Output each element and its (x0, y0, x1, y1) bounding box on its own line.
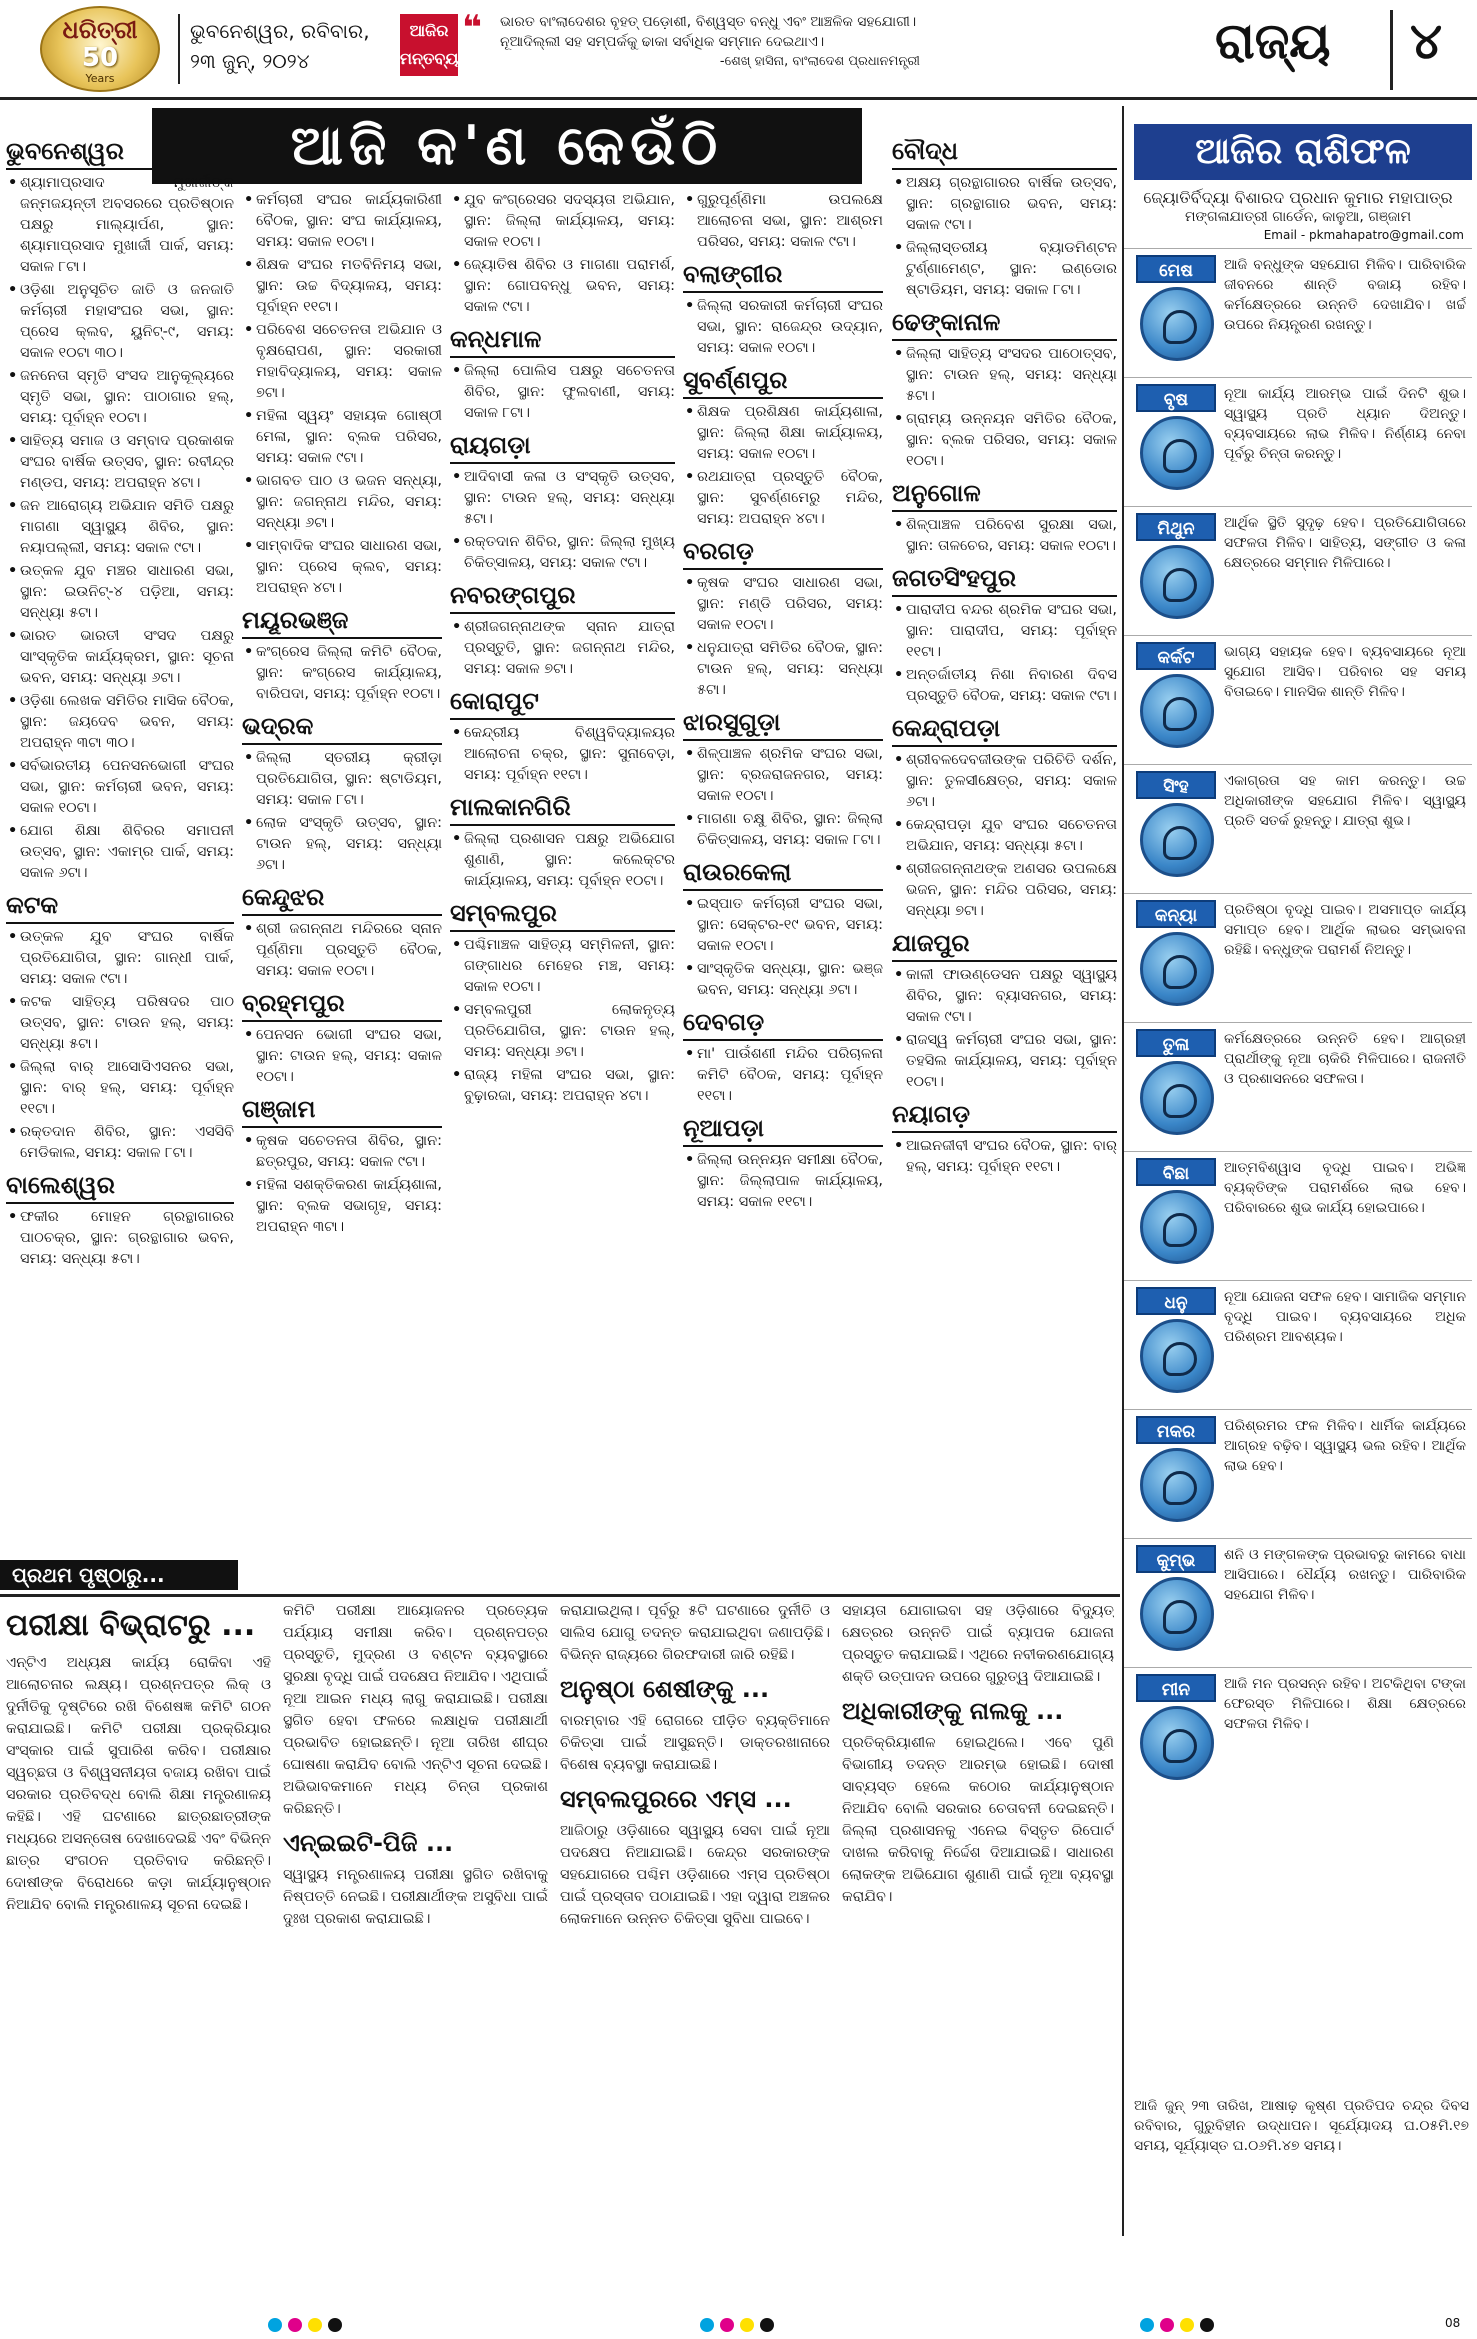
event-item: • ରାଜସ୍ୱ କର୍ମଚାରୀ ସଂଘର ସଭା, ସ୍ଥାନ: ତହସିଲ କାର୍ଯ୍ୟାଳୟ, ସମୟ: ପୂର୍ବାହ୍ନ ୧୦ଟା। (892, 1030, 1117, 1093)
event-item: • ମହିଳା ସଶକ୍ତିକରଣ କାର୍ଯ୍ୟଶାଳା, ସ୍ଥାନ: ବ୍ଲକ ସଭାଗୃହ, ସମୟ: ଅପରାହ୍ନ ୩ଟା। (242, 1175, 442, 1238)
zodiac-name: ବୃଷ (1136, 384, 1216, 412)
city-heading: ଦେବଗଡ଼ (683, 1005, 883, 1041)
event-item: • ମହିଳା ସ୍ୱୟଂ ସହାୟକ ଗୋଷ୍ଠୀ ମେଳା, ସ୍ଥାନ: ବ୍ଲକ ପରିସର, ସମୟ: ସକାଳ ୯ଟା। (242, 406, 442, 469)
zodiac-sign (1124, 248, 1472, 373)
zodiac-name: ବିଛା (1136, 1158, 1216, 1186)
event-item: • ଶିଳ୍ପାଞ୍ଚଳ ଶ୍ରମିକ ସଂଘର ସଭା, ସ୍ଥାନ: ବ୍ରଜରାଜନଗର, ସମୟ: ସକାଳ ୧୦ଟା। (683, 744, 883, 807)
zodiac-symbol-icon (1140, 1190, 1214, 1264)
zodiac-sign (1124, 1409, 1472, 1534)
article-column-2 (283, 1600, 548, 2300)
astrologer-address: ମଙ୍ଗଳାଯାତ୍ରୀ ଗାର୍ଡେନ, କାଳୁଆ, ଗଞ୍ଜାମ (1184, 209, 1412, 225)
article-body: ସ୍ୱାସ୍ଥ୍ୟ ମନ୍ତ୍ରଣାଳୟ ପରୀକ୍ଷା ସ୍ଥଗିତ ରଖିବାକୁ ନିଷ୍ପତ୍ତି ନେଇଛି। ପରୀକ୍ଷାର୍ଥୀଙ୍କ ଅସୁବିଧା ପାଇଁ ଦୁଃଖ ପ୍ରକାଶ କରାଯାଇଛି। (283, 1867, 548, 1927)
article-body: ଏନ୍‌ଟିଏ ଅଧ୍ୟକ୍ଷ କାର୍ଯ୍ୟ ରୋକିବା ଏହି ଆଲୋଚନାର ଲକ୍ଷ୍ୟ। ପ୍ରଶ୍ନପତ୍ର ଲିକ୍‌ ଓ ଦୁର୍ନୀତିକୁ ଦୃଷ୍ଟିରେ ରଖି ବିଶେଷଜ୍ଞ କମିଟି ଗଠନ କରାଯାଇଛି। କମିଟି ପରୀକ୍ଷା ପ୍ରକ୍ରିୟାର ସଂସ୍କାର ପାଇଁ ସୁପାରିଶ କରିବ। ପରୀକ୍ଷାର ସ୍ୱଚ୍ଛତା ଓ ବିଶ୍ୱସନୀୟତା ବଜାୟ ରଖିବା ପାଇଁ ସରକାର ପ୍ରତିବଦ୍ଧ ବୋଲି ଶିକ୍ଷା ମନ୍ତ୍ରଣାଳୟ କହିଛି। ଏହି ଘଟଣାରେ ଛାତ୍ରଛାତ୍ରୀଙ୍କ ମଧ୍ୟରେ ଅସନ୍ତୋଷ ଦେଖାଦେଇଛି ଏବଂ ବିଭିନ୍ନ ଛାତ୍ର ସଂଗଠନ ପ୍ରତିବାଦ କରିଛନ୍ତି। ଦୋଷୀଙ୍କ ବିରୋଧରେ କଡ଼ା କାର୍ଯ୍ୟାନୁଷ୍ଠାନ ନିଆଯିବ ବୋଲି ମନ୍ତ୍ରଣାଳୟ ସୂଚନା ଦେଇଛି। (6, 1655, 271, 1913)
event-item: • ଶ୍ରୀବଳଦେବଜୀଉଙ୍କ ପରିଚିତି ଦର୍ଶନ, ସ୍ଥାନ: ତୁଳସୀକ୍ଷେତ୍ର, ସମୟ: ସକାଳ ୬ଟା। (892, 750, 1117, 813)
quote-badge (400, 14, 458, 76)
event-item: • ମା' ପାଉଁଶଣୀ ମନ୍ଦିର ପରିଚାଳନା କମିଟି ବୈଠକ, ସମୟ: ପୂର୍ବାହ୍ନ ୧୧ଟା। (683, 1044, 883, 1107)
registration-dot (328, 2318, 342, 2332)
article-body: ବାରମ୍ବାର ଏହି ରୋଗରେ ପୀଡ଼ିତ ବ୍ୟକ୍ତିମାନେ ଚିକିତ୍ସା ପାଇଁ ଆସୁଛନ୍ତି। ଡାକ୍ତରଖାନାରେ ବିଶେଷ ବ୍ୟବସ୍ଥା କରାଯାଇଛି। (560, 1713, 830, 1773)
event-item: • ଶ୍ୟାମାପ୍ରସାଦ ମୁଖାର୍ଜୀଙ୍କ ଜନ୍ମଜୟନ୍ତୀ ଅବସରରେ ପ୍ରତିଷ୍ଠାନ ପକ୍ଷରୁ ମାଲ୍ୟାର୍ପଣ, ସ୍ଥାନ: ଶ୍ୟାମାପ୍ରସାଦ ମୁଖାର୍ଜୀ ପାର୍କ, ସମୟ: ସକାଳ ୮ଟା। (6, 173, 234, 278)
event-item: • ସର୍ବଭାରତୀୟ ପେନସନଭୋଗୀ ସଂଘର ସଭା, ସ୍ଥାନ: କର୍ମଚାରୀ ଭବନ, ସମୟ: ସକାଳ ୧୦ଟା। (6, 756, 234, 819)
divider (178, 14, 180, 84)
event-item: • ଓଡ଼ିଶା ଲେଖକ ସମିତିର ମାସିକ ବୈଠକ, ସ୍ଥାନ: ଜୟଦେବ ଭବନ, ସମୟ: ଅପରାହ୍ନ ୩ଟା ୩୦। (6, 691, 234, 754)
article-column-1 (6, 1600, 271, 2300)
city-heading: ଭୁବନେଶ୍ୱର (6, 134, 234, 170)
zodiac-prediction: କର୍ମକ୍ଷେତ୍ରରେ ଉନ୍ନତି ହେବ। ଆଗ୍ରହୀ ପ୍ରାର୍ଥୀଙ୍କୁ ନୂଆ ଚାକିରି ମିଳିପାରେ। ରାଜନୀତି ଓ ପ୍ରଶାସନରେ ସଫଳତା। (1224, 1031, 1466, 1087)
registration-dot (1200, 2318, 1214, 2332)
event-item: • କାଳୀ ଫାଉଣ୍ଡେସନ ପକ୍ଷରୁ ସ୍ୱାସ୍ଥ୍ୟ ଶିବିର, ସ୍ଥାନ: ବ୍ୟାସନଗର, ସମୟ: ସକାଳ ୯ଟା। (892, 965, 1117, 1028)
event-item: • ଫକୀର ମୋହନ ଗ୍ରନ୍ଥାଗାରର ପାଠଚକ୍ର, ସ୍ଥାନ: ଗ୍ରନ୍ଥାଗାର ଭବନ, ସମୟ: ସନ୍ଧ୍ୟା ୫ଟା। (6, 1207, 234, 1270)
registration-dot (1180, 2318, 1194, 2332)
zodiac-prediction: ଶନି ଓ ମଙ୍ଗଳଙ୍କ ପ୍ରଭାବରୁ କାମରେ ବାଧା ଆସିପାରେ। ଧୈର୍ଯ୍ୟ ରଖନ୍ତୁ। ପାରିବାରିକ ସହଯୋଗ ମିଳିବ। (1224, 1547, 1466, 1603)
event-item: • ଆଇନଜୀବୀ ସଂଘର ବୈଠକ, ସ୍ଥାନ: ବାର୍‌ ହଲ୍‌, ସମୟ: ପୂର୍ବାହ୍ନ ୧୧ଟା। (892, 1136, 1117, 1178)
masthead (0, 0, 1477, 100)
event-item: • ଶିଳ୍ପାଞ୍ଚଳ ପରିବେଶ ସୁରକ୍ଷା ସଭା, ସ୍ଥାନ: ତାଳଚେର, ସମୟ: ସକାଳ ୧୦ଟା। (892, 515, 1117, 557)
city-heading: ରାଉରକେଲା (683, 855, 883, 891)
event-item: • ଜନ ଆରୋଗ୍ୟ ଅଭିଯାନ ସମିତି ପକ୍ଷରୁ ମାଗଣା ସ୍ୱାସ୍ଥ୍ୟ ଶିବିର, ସ୍ଥାନ: ନୟାପଲ୍ଲୀ, ସମୟ: ସକାଳ ୯ଟା। (6, 496, 234, 559)
article-subhead: ଅନୁଷ୍ଠା ଶେଷୀଙ୍କୁ ... (560, 1675, 770, 1703)
event-item: • ଜିଲ୍ଲା ପ୍ରଶାସନ ପକ୍ଷରୁ ଅଭିଯୋଗ ଶୁଣାଣି, ସ୍ଥାନ: କଲେକ୍ଟର କାର୍ଯ୍ୟାଳୟ, ସମୟ: ପୂର୍ବାହ୍ନ ୧୦ଟା। (450, 829, 675, 892)
zodiac-sign (1124, 1667, 1472, 1792)
event-item: • କଂଗ୍ରେସ ଜିଲ୍ଲା କମିଟି ବୈଠକ, ସ୍ଥାନ: କଂଗ୍ରେସ କାର୍ଯ୍ୟାଳୟ, ବାରିପଦା, ସମୟ: ପୂର୍ବାହ୍ନ ୧୦ଟା। (242, 642, 442, 705)
event-item: • କଟକ ସାହିତ୍ୟ ପରିଷଦର ପାଠ ଉତ୍ସବ, ସ୍ଥାନ: ଟାଉନ ହଲ୍‌, ସମୟ: ସନ୍ଧ୍ୟା ୫ଟା। (6, 992, 234, 1055)
article-subhead: ଅଧିକାରୀଙ୍କୁ ନାଲକୁ ... (842, 1697, 1064, 1725)
city-heading: ସମ୍ବଲପୁର (450, 896, 675, 932)
events-column-5 (892, 130, 1117, 1550)
city-heading: କୋରାପୁଟ (450, 684, 675, 720)
events-column-1 (6, 130, 234, 1550)
event-item: • ଯୋଗ ଶିକ୍ଷା ଶିବିରର ସମାପନୀ ଉତ୍ସବ, ସ୍ଥାନ: ଏକାମ୍ର ପାର୍କ, ସମୟ: ସକାଳ ୬ଟା। (6, 821, 234, 884)
zodiac-symbol-icon (1140, 932, 1214, 1006)
divider (1390, 10, 1393, 90)
zodiac-name: ସିଂହ (1136, 771, 1216, 799)
registration-dot (1140, 2318, 1154, 2332)
city-heading: କେନ୍ଦ୍ରାପଡ଼ା (892, 711, 1117, 747)
event-item: • ପରିବେଶ ସଚେତନତା ଅଭିଯାନ ଓ ବୃକ୍ଷରୋପଣ, ସ୍ଥାନ: ସରକାରୀ ମହାବିଦ୍ୟାଳୟ, ସମୟ: ସକାଳ ୭ଟା। (242, 320, 442, 404)
event-item: • ଉତ୍କଳ ଯୁବ ମଞ୍ଚର ସାଧାରଣ ସଭା, ସ୍ଥାନ: ଇଉନିଟ୍‌-୪ ପଡ଼ିଆ, ସମୟ: ସନ୍ଧ୍ୟା ୫ଟା। (6, 561, 234, 624)
zodiac-name: ମେଷ (1136, 255, 1216, 283)
divider (0, 1594, 1120, 1597)
zodiac-symbol-icon (1140, 1061, 1214, 1135)
event-item: • ଭାଗବତ ପାଠ ଓ ଭଜନ ସନ୍ଧ୍ୟା, ସ୍ଥାନ: ଜଗନ୍ନାଥ ମନ୍ଦିର, ସମୟ: ସନ୍ଧ୍ୟା ୬ଟା। (242, 471, 442, 534)
event-item: • ଲୋକ ସଂସ୍କୃତି ଉତ୍ସବ, ସ୍ଥାନ: ଟାଉନ ହଲ୍‌, ସମୟ: ସନ୍ଧ୍ୟା ୬ଟା। (242, 813, 442, 876)
astrologer-name: ଜ୍ୟୋତିର୍ବିଦ୍ୟା ବିଶାରଦ ପ୍ରଧାନ କୁମାର ମହାପାତ୍ର (1143, 188, 1453, 207)
zodiac-prediction: ଏକାଗ୍ରତା ସହ କାମ କରନ୍ତୁ। ଉଚ୍ଚ ଅଧିକାରୀଙ୍କ ସହଯୋଗ ମିଳିବ। ସ୍ୱାସ୍ଥ୍ୟ ପ୍ରତି ସତର୍କ ରୁହନ୍ତୁ। ଯାତ୍ରା ଶୁଭ। (1224, 773, 1466, 829)
event-item: • ସାଂସ୍କୃତିକ ସନ୍ଧ୍ୟା, ସ୍ଥାନ: ଭଞ୍ଜ ଭବନ, ସମୟ: ସନ୍ଧ୍ୟା ୬ଟା। (683, 959, 883, 1001)
city-heading: ଗଞ୍ଜାମ (242, 1092, 442, 1128)
zodiac-name: ଧନୁ (1136, 1287, 1216, 1315)
event-item: • ଶିକ୍ଷକ ପ୍ରଶିକ୍ଷଣ କାର୍ଯ୍ୟଶାଳା, ସ୍ଥାନ: ଜିଲ୍ଲା ଶିକ୍ଷା କାର୍ଯ୍ୟାଳୟ, ସମୟ: ସକାଳ ୧୦ଟା। (683, 402, 883, 465)
event-item: • ଶିକ୍ଷକ ସଂଘର ମତବିନିମୟ ସଭା, ସ୍ଥାନ: ଉଚ୍ଚ ବିଦ୍ୟାଳୟ, ସମୟ: ପୂର୍ବାହ୍ନ ୧୧ଟା। (242, 255, 442, 318)
zodiac-prediction: ପ୍ରତିଷ୍ଠା ବୃଦ୍ଧି ପାଇବ। ଅସମାପ୍ତ କାର୍ଯ୍ୟ ସମାପ୍ତ ହେବ। ଆର୍ଥିକ ଲାଭର ସମ୍ଭାବନା ରହିଛି। ବନ୍ଧୁଙ୍କ ପରାମର୍ଶ ନିଅନ୍ତୁ। (1224, 902, 1466, 958)
city-heading: ସୁବର୍ଣ୍ଣପୁର (683, 363, 883, 399)
zodiac-list (1124, 248, 1472, 1792)
event-item: • ସମ୍ବଲପୁରୀ ଲୋକନୃତ୍ୟ ପ୍ରତିଯୋଗିତା, ସ୍ଥାନ: ଟାଉନ ହଲ୍‌, ସମୟ: ସନ୍ଧ୍ୟା ୬ଟା। (450, 1000, 675, 1063)
registration-dot (720, 2318, 734, 2332)
zodiac-sign (1124, 1022, 1472, 1147)
zodiac-symbol-icon (1140, 1319, 1214, 1393)
zodiac-sign (1124, 893, 1472, 1018)
event-item: • ଜିଲ୍ଲା ପୋଲିସ ପକ୍ଷରୁ ସଚେତନତା ଶିବିର, ସ୍ଥାନ: ଫୁଲବାଣୀ, ସମୟ: ସକାଳ ୮ଟା। (450, 361, 675, 424)
zodiac-name: ମିଥୁନ (1136, 513, 1216, 541)
event-item: • ମାଗଣା ଚକ୍ଷୁ ଶିବିର, ସ୍ଥାନ: ଜିଲ୍ଲା ଚିକିତ୍ସାଳୟ, ସମୟ: ସକାଳ ୮ଟା। (683, 809, 883, 851)
city-heading: ନୂଆପଡ଼ା (683, 1111, 883, 1147)
event-item: • ଜିଲ୍ଲା ବାର୍‌ ଆସୋସିଏସନର ସଭା, ସ୍ଥାନ: ବାର୍‌ ହଲ୍‌, ସମୟ: ପୂର୍ବାହ୍ନ ୧୧ଟା। (6, 1057, 234, 1120)
event-item: • ଜିଲ୍ଲାସ୍ତରୀୟ ବ୍ୟାଡମିଣ୍ଟନ ଟୁର୍ଣ୍ଣାମେଣ୍ଟ, ସ୍ଥାନ: ଇଣ୍ଡୋର ଷ୍ଟାଡିୟମ, ସମୟ: ସକାଳ ୮ଟା। (892, 238, 1117, 301)
registration-dot (700, 2318, 714, 2332)
registration-dot (288, 2318, 302, 2332)
event-item: • ଶ୍ରୀଜଗନ୍ନାଥଙ୍କ ଅଣସର ଉପଲକ୍ଷେ ଭଜନ, ସ୍ଥାନ: ମନ୍ଦିର ପରିସର, ସମୟ: ସନ୍ଧ୍ୟା ୭ଟା। (892, 859, 1117, 922)
city-heading: କନ୍ଧମାଳ (450, 322, 675, 358)
event-item: • ଶ୍ରୀ ଜଗନ୍ନାଥ ମନ୍ଦିରରେ ସ୍ନାନ ପୂର୍ଣ୍ଣିମା ପ୍ରସ୍ତୁତି ବୈଠକ, ସମୟ: ସକାଳ ୧୦ଟା। (242, 919, 442, 982)
event-item: • କୃଷକ ସଂଘର ସାଧାରଣ ସଭା, ସ୍ଥାନ: ମଣ୍ଡି ପରିସର, ସମୟ: ସକାଳ ୧୦ଟା। (683, 573, 883, 636)
zodiac-symbol-icon (1140, 416, 1214, 490)
zodiac-name: କର୍କଟ (1136, 642, 1216, 670)
zodiac-prediction: ନୂଆ ଯୋଜନା ସଫଳ ହେବ। ସାମାଜିକ ସମ୍ମାନ ବୃଦ୍ଧି ପାଇବ। ବ୍ୟବସାୟରେ ଅଧିକ ପରିଶ୍ରମ ଆବଶ୍ୟକ। (1224, 1289, 1466, 1345)
zodiac-sign (1124, 1280, 1472, 1405)
article-subhead: ଏନ୍‌ଇଇଟି-ପିଜି ... (283, 1829, 454, 1857)
page-number: ୪ (1410, 12, 1443, 70)
city-heading: ଜଗତସିଂହପୁର (892, 561, 1117, 597)
zodiac-name: ମକର (1136, 1416, 1216, 1444)
article-body: ପ୍ରତିକ୍ରିୟାଶୀଳ ହୋଇଥିଲେ। ଏବେ ପୁଣି ବିଭାଗୀୟ ତଦନ୍ତ ଆରମ୍ଭ ହୋଇଛି। ଦୋଷୀ ସାବ୍ୟସ୍ତ ହେଲେ କଠୋର କାର୍ଯ୍ୟାନୁଷ୍ଠାନ ନିଆଯିବ ବୋଲି ସରକାର ଚେତାବନୀ ଦେଇଛନ୍ତି। ଜିଲ୍ଲା ପ୍ରଶାସନକୁ ଏନେଇ ବିସ୍ତୃତ ରିପୋର୍ଟ ଦାଖଲ କରିବାକୁ ନିର୍ଦ୍ଦେଶ ଦିଆଯାଇଛି। ସାଧାରଣ ଲୋକଙ୍କ ଅଭିଯୋଗ ଶୁଣାଣି ପାଇଁ ନୂଆ ବ୍ୟବସ୍ଥା କରାଯିବ। (842, 1735, 1114, 1905)
events-column-4 (683, 190, 883, 1550)
zodiac-name: କନ୍ୟା (1136, 900, 1216, 928)
event-item: • କୃଷକ ସଚେତନତା ଶିବିର, ସ୍ଥାନ: ଛତ୍ରପୁର, ସମୟ: ସକାଳ ୯ଟା। (242, 1131, 442, 1173)
event-item: • ରଥଯାତ୍ରା ପ୍ରସ୍ତୁତି ବୈଠକ, ସ୍ଥାନ: ସୁବର୍ଣ୍ଣମେରୁ ମନ୍ଦିର, ସମୟ: ଅପରାହ୍ନ ୪ଟା। (683, 467, 883, 530)
city-heading: ନୟାଗଡ଼ (892, 1097, 1117, 1133)
horoscope-title: ଆଜିର ରାଶିଫଳ (1134, 124, 1472, 180)
city-heading: ମାଲକାନଗିରି (450, 790, 675, 826)
event-item: • ଅନ୍ତର୍ଜାତୀୟ ନିଶା ନିବାରଣ ଦିବସ ପ୍ରସ୍ତୁତି ବୈଠକ, ସମୟ: ସକାଳ ୯ଟା। (892, 665, 1117, 707)
registration-dot (1160, 2318, 1174, 2332)
zodiac-sign (1124, 377, 1472, 502)
zodiac-prediction: ଆଜି ମନ ପ୍ରସନ୍ନ ରହିବ। ଅଟକିଥିବା ଟଙ୍କା ଫେରସ୍ତ ମିଳିପାରେ। ଶିକ୍ଷା କ୍ଷେତ୍ରରେ ସଫଳତା ମିଳିବ। (1224, 1676, 1466, 1732)
event-item: • ଉତ୍କଳ ଯୁବ ସଂଘର ବାର୍ଷିକ ପ୍ରତିଯୋଗିତା, ସ୍ଥାନ: ଗାନ୍ଧୀ ପାର୍କ, ସମୟ: ସକାଳ ୯ଟା। (6, 927, 234, 990)
article-body: କରାଯାଇଥିଲା। ପୂର୍ବରୁ ୫ଟି ଘଟଣାରେ ଦୁର୍ନୀତି ଓ ସାଲିସ ଯୋଗୁ ତଦନ୍ତ କରାଯାଇଥିବା ଜଣାପଡ଼ିଛି। ବିଭିନ୍ନ ରାଜ୍ୟରେ ଗିରଫଦାରୀ ଜାରି ରହିଛି। (560, 1603, 830, 1663)
event-item: • ଓଡ଼ିଶା ଅନୁସୂଚିତ ଜାତି ଓ ଜନଜାତି କର୍ମଚାରୀ ମହାସଂଘର ସଭା, ସ୍ଥାନ: ପ୍ରେସ କ୍ଲବ, ୟୁନିଟ୍‌-୯, ସମୟ: ସକାଳ ୧୦ଟା ୩୦। (6, 280, 234, 364)
article-body: ଆଜିଠାରୁ ଓଡ଼ିଶାରେ ସ୍ୱାସ୍ଥ୍ୟ ସେବା ପାଇଁ ନୂଆ ପଦକ୍ଷେପ ନିଆଯାଇଛି। କେନ୍ଦ୍ର ସରକାରଙ୍କ ସହଯୋଗରେ ପଶ୍ଚିମ ଓଡ଼ିଶାରେ ଏମ୍ସ ପ୍ରତିଷ୍ଠା ପାଇଁ ପ୍ରସ୍ତାବ ପଠାଯାଇଛି। ଏହା ଦ୍ୱାରା ଅଞ୍ଚଳର ଲୋକମାନେ ଉନ୍ନତ ଚିକିତ୍ସା ସୁବିଧା ପାଇବେ। (560, 1823, 830, 1927)
city-heading: ମୟୂରଭଞ୍ଜ (242, 603, 442, 639)
quote-author: -ଶେଖ୍‌ ହାସିନା, ବାଂଲାଦେଶ ପ୍ରଧାନମନ୍ତ୍ରୀ (719, 54, 920, 69)
city-heading: କଟକ (6, 888, 234, 924)
event-item: • କେନ୍ଦ୍ରୀୟ ବିଶ୍ୱବିଦ୍ୟାଳୟର ଆଲୋଚନା ଚକ୍ର, ସ୍ଥାନ: ସୁନାବେଡ଼ା, ସମୟ: ପୂର୍ବାହ୍ନ ୧୧ଟା। (450, 723, 675, 786)
zodiac-prediction: ପରିଶ୍ରମର ଫଳ ମିଳିବ। ଧାର୍ମିକ କାର୍ଯ୍ୟରେ ଆଗ୍ରହ ବଢ଼ିବ। ସ୍ୱାସ୍ଥ୍ୟ ଭଲ ରହିବ। ଆର୍ଥିକ ଲାଭ ହେବ। (1224, 1418, 1466, 1474)
horoscope-panel (1122, 106, 1472, 2236)
city-heading: ରାୟଗଡ଼ା (450, 428, 675, 464)
registration-dot (740, 2318, 754, 2332)
logo-brand: ଧରିତ୍ରୀ (62, 16, 138, 44)
zodiac-sign (1124, 635, 1472, 760)
event-item: • ଯୁବ କଂଗ୍ରେସର ସଦସ୍ୟତା ଅଭିଯାନ, ସ୍ଥାନ: ଜିଲ୍ଲା କାର୍ଯ୍ୟାଳୟ, ସମୟ: ସକାଳ ୧୦ଟା। (450, 190, 675, 253)
event-item: • ରାଜ୍ୟ ମହିଳା ସଂଘର ସଭା, ସ୍ଥାନ: ବୁଢ଼ାରଜା, ସମୟ: ଅପରାହ୍ନ ୪ଟା। (450, 1065, 675, 1107)
zodiac-name: ତୁଳା (1136, 1029, 1216, 1057)
event-item: • କେନ୍ଦ୍ରାପଡ଼ା ଯୁବ ସଂଘର ସଚେତନତା ଅଭିଯାନ, ସମୟ: ସନ୍ଧ୍ୟା ୫ଟା। (892, 815, 1117, 857)
article-column-3 (560, 1600, 830, 2300)
tithi-info: ଆଜି ଜୁନ୍‌ ୨୩ ତାରିଖ, ଆଷାଢ଼ କୃଷ୍ଣ ପ୍ରତିପଦ ଚନ୍ଦ୍ର ଦିବସ ରବିବାର, ଗୁରୁବିହୀନ ଉଦ୍ଧାପନ। ସୂର୍ଯ୍ୟୋଦୟ ଘ.୦୫ମି.୧୭ ସମୟ, ସୂର୍ଯ୍ୟାସ୍ତ ଘ.୦୬ମି.୪୭ ସମୟ। (1134, 2098, 1469, 2154)
event-item: • ପେନସନ ଭୋଗୀ ସଂଘର ସଭା, ସ୍ଥାନ: ଟାଉନ ହଲ୍‌, ସମୟ: ସକାଳ ୧୦ଟା। (242, 1025, 442, 1088)
zodiac-symbol-icon (1140, 1577, 1214, 1651)
event-item: • ସାହିତ୍ୟ ସମାଜ ଓ ସମ୍ବାଦ ପ୍ରକାଶକ ସଂଘର ବାର୍ଷିକ ଉତ୍ସବ, ସ୍ଥାନ: ରବୀନ୍ଦ୍ର ମଣ୍ଡପ, ସମୟ: ଅପରାହ୍ନ ୪ଟା। (6, 431, 234, 494)
event-item: • ଶ୍ରୀଜଗନ୍ନାଥଙ୍କ ସ୍ନାନ ଯାତ୍ରା ପ୍ରସ୍ତୁତି, ସ୍ଥାନ: ଜଗନ୍ନାଥ ମନ୍ଦିର, ସମୟ: ସକାଳ ୭ଟା। (450, 617, 675, 680)
event-item: • ଭାରତ ଭାରତୀ ସଂସଦ ପକ୍ଷରୁ ସାଂସ୍କୃତିକ କାର୍ଯ୍ୟକ୍ରମ, ସ୍ଥାନ: ସୂଚନା ଭବନ, ସମୟ: ସନ୍ଧ୍ୟା ୬ଟା। (6, 626, 234, 689)
page-code: 08 (1445, 2316, 1461, 2330)
continued-label: ପ୍ରଥମ ପୃଷ୍ଠାରୁ... (0, 1560, 238, 1590)
events-column-2 (242, 190, 442, 1550)
article-subhead: ସମ୍ବଲପୁରରେ ଏମ୍ସ ... (560, 1785, 792, 1813)
zodiac-prediction: ଆର୍ଥିକ ସ୍ଥିତି ସୁଦୃଢ଼ ହେବ। ପ୍ରତିଯୋଗିତାରେ ସଫଳତା ମିଳିବ। ସାହିତ୍ୟ, ସଙ୍ଗୀତ ଓ କଳା କ୍ଷେତ୍ରରେ ସମ୍ମାନ ମିଳିପାରେ। (1224, 515, 1466, 571)
event-item: • ଜିଲ୍ଲା ସରକାରୀ କର୍ମଚାରୀ ସଂଘର ସଭା, ସ୍ଥାନ: ରାଜେନ୍ଦ୍ର ଉଦ୍ୟାନ, ସମୟ: ସକାଳ ୧୦ଟା। (683, 296, 883, 359)
zodiac-name: କୁମ୍ଭ (1136, 1545, 1216, 1573)
registration-dot (308, 2318, 322, 2332)
city-heading: ଅନୁଗୋଳ (892, 476, 1117, 512)
zodiac-symbol-icon (1140, 1448, 1214, 1522)
event-item: • ସାମ୍ବାଦିକ ସଂଘର ସାଧାରଣ ସଭା, ସ୍ଥାନ: ପ୍ରେସ କ୍ଲବ, ସମୟ: ଅପରାହ୍ନ ୪ଟା। (242, 536, 442, 599)
astrologer-email: Email - pkmahapatro@gmail.com (1263, 228, 1464, 242)
event-item: • ପଶ୍ଚିମାଞ୍ଚଳ ସାହିତ୍ୟ ସମ୍ମିଳନୀ, ସ୍ଥାନ: ଗଙ୍ଗାଧର ମେହେର ମଞ୍ଚ, ସମୟ: ସକାଳ ୧୦ଟା। (450, 935, 675, 998)
city-heading: ନବରଙ୍ଗପୁର (450, 578, 675, 614)
article-body: ସହାୟତା ଯୋଗାଇବା ସହ ଓଡ଼ିଶାରେ ବିଦ୍ୟୁତ୍‌ କ୍ଷେତ୍ରର ଉନ୍ନତି ପାଇଁ ବ୍ୟାପକ ଯୋଜନା ପ୍ରସ୍ତୁତ କରାଯାଇଛି। ଏଥିରେ ନବୀକରଣଯୋଗ୍ୟ ଶକ୍ତି ଉତ୍ପାଦନ ଉପରେ ଗୁରୁତ୍ୱ ଦିଆଯାଇଛି। (842, 1603, 1114, 1685)
dateline (190, 16, 370, 76)
city-heading: ଝାରସୁଗୁଡ଼ା (683, 705, 883, 741)
event-item: • ଜିଲ୍ଲା ସାହିତ୍ୟ ସଂସଦର ପାଠୋତ୍ସବ, ସ୍ଥାନ: ଟାଉନ ହଲ୍‌, ସମୟ: ସନ୍ଧ୍ୟା ୫ଟା। (892, 344, 1117, 407)
city-heading: ଢେଙ୍କାନାଳ (892, 305, 1117, 341)
zodiac-sign (1124, 1538, 1472, 1663)
zodiac-sign (1124, 1151, 1472, 1276)
city-heading: କେନ୍ଦୁଝର (242, 880, 442, 916)
quote-icon: ❝ (462, 8, 482, 48)
city-heading: ବଲାଙ୍ଗୀର (683, 257, 883, 293)
quote-text: ଭାରତ ବାଂଲାଦେଶର ବୃହତ୍‌ ପଡ଼ୋଶୀ, ବିଶ୍ୱସ୍ତ ବନ୍ଧୁ ଏବଂ ଆଞ୍ଚଳିକ ସହଯୋଗୀ। ନୂଆଦିଲ୍ଲୀ ସହ ସମ୍ପର୍କକୁ ଢାକା ସର୍ବାଧିକ ସମ୍ମାନ ଦେଇଥାଏ। (500, 14, 917, 50)
event-item: • ଜ୍ୟୋତିଷ ଶିବିର ଓ ମାଗଣା ପରାମର୍ଶ, ସ୍ଥାନ: ଗୋପବନ୍ଧୁ ଭବନ, ସମୟ: ସକାଳ ୯ଟା। (450, 255, 675, 318)
badge-line2: ମନ୍ତବ୍ୟ (400, 49, 459, 68)
zodiac-sign (1124, 764, 1472, 889)
event-item: • ରକ୍ତଦାନ ଶିବିର, ସ୍ଥାନ: ଜିଲ୍ଲା ମୁଖ୍ୟ ଚିକିତ୍ସାଳୟ, ସମୟ: ସକାଳ ୯ଟା। (450, 532, 675, 574)
city-day: ଭୁବନେଶ୍ୱର, ରବିବାର, (190, 19, 370, 43)
city-heading: ଭଦ୍ରକ (242, 709, 442, 745)
zodiac-symbol-icon (1140, 803, 1214, 877)
issue-date: ୨୩ ଜୁନ୍‌, ୨୦୨୪ (190, 49, 310, 73)
event-item: • ଗ୍ରାମ୍ୟ ଉନ୍ନୟନ ସମିତିର ବୈଠକ, ସ୍ଥାନ: ବ୍ଲକ ପରିସର, ସମୟ: ସକାଳ ୧୦ଟା। (892, 409, 1117, 472)
event-item: • ଆଦିବାସୀ କଳା ଓ ସଂସ୍କୃତି ଉତ୍ସବ, ସ୍ଥାନ: ଟାଉନ ହଲ୍‌, ସମୟ: ସନ୍ଧ୍ୟା ୫ଟା। (450, 467, 675, 530)
zodiac-sign (1124, 506, 1472, 631)
zodiac-symbol-icon (1140, 674, 1214, 748)
newspaper-logo (40, 6, 160, 92)
zodiac-prediction: ଆଜି ବନ୍ଧୁଙ୍କ ସହଯୋଗ ମିଳିବ। ପାରିବାରିକ ଜୀବନରେ ଶାନ୍ତି ବଜାୟ ରହିବ। କର୍ମକ୍ଷେତ୍ରରେ ଉନ୍ନତି ଦେଖାଯିବ। ଖର୍ଚ୍ଚ ଉପରେ ନିୟନ୍ତ୍ରଣ ରଖନ୍ତୁ। (1224, 257, 1466, 333)
badge-line1: ଆଜିର (409, 21, 449, 40)
event-item: • ଧନୁଯାତ୍ରା ସମିତିର ବୈଠକ, ସ୍ଥାନ: ଟାଉନ ହଲ୍‌, ସମୟ: ସନ୍ଧ୍ୟା ୫ଟା। (683, 638, 883, 701)
city-heading: ବାଲେଶ୍ୱର (6, 1168, 234, 1204)
events-banner: ଆଜି କ'ଣ କେଉଁଠି (152, 108, 862, 184)
event-item: • ଗୁରୁପୂର୍ଣ୍ଣିମା ଉପଲକ୍ଷେ ଆଲୋଚନା ସଭା, ସ୍ଥାନ: ଆଶ୍ରମ ପରିସର, ସମୟ: ସକାଳ ୯ଟା। (683, 190, 883, 253)
event-item: • ଜନନେତା ସ୍ମୃତି ସଂସଦ ଆନୁକୂଲ୍ୟରେ ସ୍ମୃତି ସଭା, ସ୍ଥାନ: ପାଠାଗାର ହଲ୍‌, ସମୟ: ପୂର୍ବାହ୍ନ ୧୦ଟା। (6, 366, 234, 429)
zodiac-symbol-icon (1140, 287, 1214, 361)
event-item: • କର୍ମଚାରୀ ସଂଘର କାର୍ଯ୍ୟକାରିଣୀ ବୈଠକ, ସ୍ଥାନ: ସଂଘ କାର୍ଯ୍ୟାଳୟ, ସମୟ: ସକାଳ ୧୦ଟା। (242, 190, 442, 253)
zodiac-name: ମୀନ (1136, 1674, 1216, 1702)
article-column-4 (842, 1600, 1114, 2300)
zodiac-prediction: ନୂଆ କାର୍ଯ୍ୟ ଆରମ୍ଭ ପାଇଁ ଦିନଟି ଶୁଭ। ସ୍ୱାସ୍ଥ୍ୟ ପ୍ରତି ଧ୍ୟାନ ଦିଅନ୍ତୁ। ବ୍ୟବସାୟରେ ଲାଭ ମିଳିବ। ନିର୍ଣ୍ଣୟ ନେବା ପୂର୍ବରୁ ଚିନ୍ତା କରନ୍ତୁ। (1224, 386, 1466, 462)
logo-number: 50 (81, 43, 119, 73)
event-item: • ପାରାଦୀପ ବନ୍ଦର ଶ୍ରମିକ ସଂଘର ସଭା, ସ୍ଥାନ: ପାରାଦୀପ, ସମୟ: ପୂର୍ବାହ୍ନ ୧୧ଟା। (892, 600, 1117, 663)
section-title: ରାଜ୍ୟ (1215, 12, 1331, 70)
event-item: • ଅକ୍ଷୟ ଗ୍ରନ୍ଥାଗାରର ବାର୍ଷିକ ଉତ୍ସବ, ସ୍ଥାନ: ଗ୍ରନ୍ଥାଗାର ଭବନ, ସମୟ: ସକାଳ ୯ଟା। (892, 173, 1117, 236)
registration-dot (268, 2318, 282, 2332)
zodiac-symbol-icon (1140, 1706, 1214, 1780)
quote-of-day (500, 12, 920, 72)
event-item: • ଜିଲ୍ଲା ସ୍ତରୀୟ କ୍ରୀଡ଼ା ପ୍ରତିଯୋଗିତା, ସ୍ଥାନ: ଷ୍ଟାଡିୟମ, ସମୟ: ସକାଳ ୮ଟା। (242, 748, 442, 811)
city-heading: ବରଗଡ଼ (683, 534, 883, 570)
event-item: • ଇସ୍ପାତ କର୍ମଚାରୀ ସଂଘର ସଭା, ସ୍ଥାନ: ସେକ୍ଟର-୧୯ ଭବନ, ସମୟ: ସକାଳ ୧୦ଟା। (683, 894, 883, 957)
city-heading: ବୌଦ୍ଧ (892, 134, 1117, 170)
event-item: • ଜିଲ୍ଲା ଉନ୍ନୟନ ସମୀକ୍ଷା ବୈଠକ, ସ୍ଥାନ: ଜିଲ୍ଲାପାଳ କାର୍ଯ୍ୟାଳୟ, ସମୟ: ସକାଳ ୧୧ଟା। (683, 1150, 883, 1213)
article-body: କମିଟି ପରୀକ୍ଷା ଆୟୋଜନର ପ୍ରତ୍ୟେକ ପର୍ଯ୍ୟାୟ ସମୀକ୍ଷା କରିବ। ପ୍ରଶ୍ନପତ୍ର ପ୍ରସ୍ତୁତି, ମୁଦ୍ରଣ ଓ ବଣ୍ଟନ ବ୍ୟବସ୍ଥାରେ ସୁରକ୍ଷା ବୃଦ୍ଧି ପାଇଁ ପଦକ୍ଷେପ ନିଆଯିବ। ଏଥିପାଇଁ ନୂଆ ଆଇନ ମଧ୍ୟ ଲାଗୁ କରାଯାଇଛି। ପରୀକ୍ଷା ସ୍ଥଗିତ ହେବା ଫଳରେ ଲକ୍ଷାଧିକ ପରୀକ୍ଷାର୍ଥୀ ପ୍ରଭାବିତ ହୋଇଛନ୍ତି। ନୂଆ ତାରିଖ ଶୀଘ୍ର ଘୋଷଣା କରାଯିବ ବୋଲି ଏନ୍‌ଟିଏ ସୂଚନା ଦେଇଛି। ଅଭିଭାବକମାନେ ମଧ୍ୟ ଚିନ୍ତା ପ୍ରକାଶ କରିଛନ୍ତି। (283, 1603, 548, 1817)
city-heading: ଯାଜପୁର (892, 926, 1117, 962)
event-item: • ରକ୍ତଦାନ ଶିବିର, ସ୍ଥାନ: ଏସସିବି ମେଡିକାଲ, ସମୟ: ସକାଳ ୮ଟା। (6, 1122, 234, 1164)
logo-years: Years (85, 72, 115, 85)
city-heading: ବ୍ରହ୍ମପୁର (242, 986, 442, 1022)
article-headline: ପରୀକ୍ଷା ବିଭ୍ରାଟରୁ ... (6, 1608, 256, 1643)
registration-dot (760, 2318, 774, 2332)
footer (0, 2312, 1477, 2339)
zodiac-prediction: ଆତ୍ମବିଶ୍ୱାସ ବୃଦ୍ଧି ପାଇବ। ଅଭିଜ୍ଞ ବ୍ୟକ୍ତିଙ୍କ ପରାମର୍ଶରେ ଲାଭ ହେବ। ପରିବାରରେ ଶୁଭ କାର୍ଯ୍ୟ ହୋଇପାରେ। (1224, 1160, 1466, 1216)
zodiac-symbol-icon (1140, 545, 1214, 619)
zodiac-prediction: ଭାଗ୍ୟ ସହାୟକ ହେବ। ବ୍ୟବସାୟରେ ନୂଆ ସୁଯୋଗ ଆସିବ। ପରିବାର ସହ ସମୟ ବିତାଇବେ। ମାନସିକ ଶାନ୍ତି ମିଳିବ। (1224, 644, 1466, 700)
events-column-3 (450, 190, 675, 1550)
